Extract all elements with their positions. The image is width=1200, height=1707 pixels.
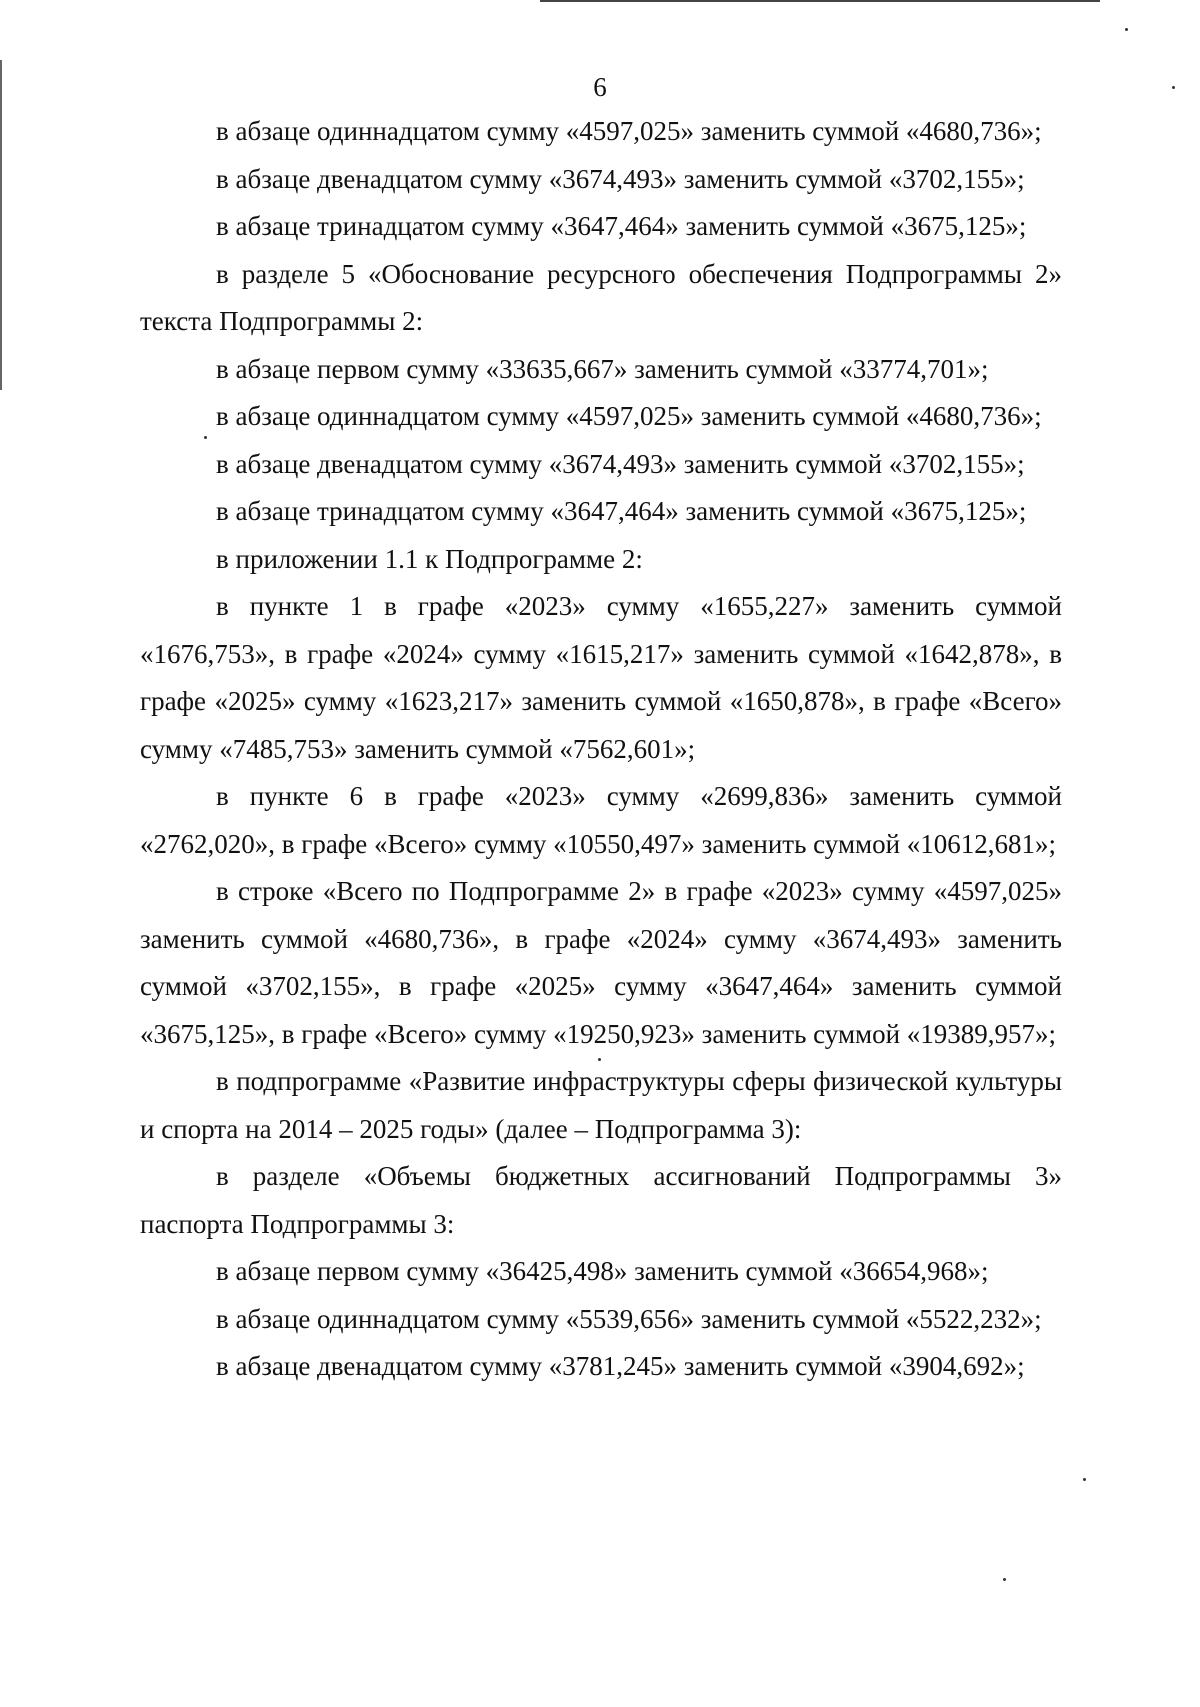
paragraph: в разделе «Объемы бюджетных ассигнований Подпрограммы 3» паспорта Подпрограммы 3: — [140, 1161, 1062, 1239]
paragraph: в абзаце одиннадцатом сумму «4597,025» заменить суммой «4680,736»; — [216, 401, 1042, 431]
paragraph: в абзаце тринадцатом сумму «3647,464» заменить суммой «3675,125»; — [216, 496, 1027, 526]
scan-speck — [598, 1058, 601, 1061]
paragraph: в абзаце двенадцатом сумму «3781,245» заменить суммой «3904,692»; — [216, 1351, 1025, 1381]
scan-speck — [1003, 1578, 1006, 1581]
paragraph: в строке «Всего по Подпрограмме 2» в графе «2023» сумму «4597,025» заменить суммой «4680,736», в графе «2024» сумму «3674,493» заменить суммой «3702,155», в графе «2025» сумму «3647,464» заменить суммой «3675,125», в графе «Всего» сумму «19250,923» заменить суммой «19389,957»; — [140, 876, 1062, 1049]
paragraph: в подпрограмме «Развитие инфраструктуры сферы физической культуры и спорта на 2014 – 2025 годы» (далее – Подпрограмма 3): — [140, 1066, 1062, 1144]
paragraph: в пункте 1 в графе «2023» сумму «1655,227» заменить суммой «1676,753», в графе «2024» сумму «1615,217» заменить суммой «1642,878», в графе «2025» сумму «1623,217» заменить суммой «1650,878», в графе «Всего» сумму «7485,753» заменить суммой «7562,601»; — [140, 591, 1062, 764]
scan-edge-left — [0, 60, 2, 390]
paragraph: в пункте 6 в графе «2023» сумму «2699,836» заменить суммой «2762,020», в графе «Всего» сумму «10550,497» заменить суммой «10612,681»; — [140, 781, 1062, 859]
paragraph: в абзаце двенадцатом сумму «3674,493» заменить суммой «3702,155»; — [216, 448, 1025, 479]
scan-edge-top — [540, 0, 1100, 2]
scan-speck — [1083, 1478, 1086, 1481]
document-body — [140, 108, 1062, 1391]
scan-speck — [1172, 86, 1175, 89]
paragraph: в абзаце одиннадцатом сумму «5539,656» заменить суммой «5522,232»; — [216, 1303, 1042, 1334]
paragraph: в приложении 1.1 к Подпрограмме 2: — [216, 543, 643, 574]
paragraph: в абзаце первом сумму «33635,667» заменить суммой «33774,701»; — [216, 353, 989, 384]
paragraph: в абзаце тринадцатом сумму «3647,464» заменить суммой «3675,125»; — [216, 211, 1027, 241]
page-number: 6 — [593, 72, 607, 102]
paragraph: в абзаце первом сумму «36425,498» заменить суммой «36654,968»; — [216, 1256, 989, 1286]
paragraph: в абзаце двенадцатом сумму «3674,493» заменить суммой «3702,155»; — [216, 163, 1025, 194]
paragraph: в абзаце одиннадцатом сумму «4597,025» заменить суммой «4680,736»; — [216, 116, 1042, 146]
paragraph: в разделе 5 «Обоснование ресурсного обеспечения Подпрограммы 2» текста Подпрограммы 2: — [140, 258, 1062, 336]
scan-speck — [204, 436, 207, 439]
scan-speck — [1125, 28, 1128, 31]
